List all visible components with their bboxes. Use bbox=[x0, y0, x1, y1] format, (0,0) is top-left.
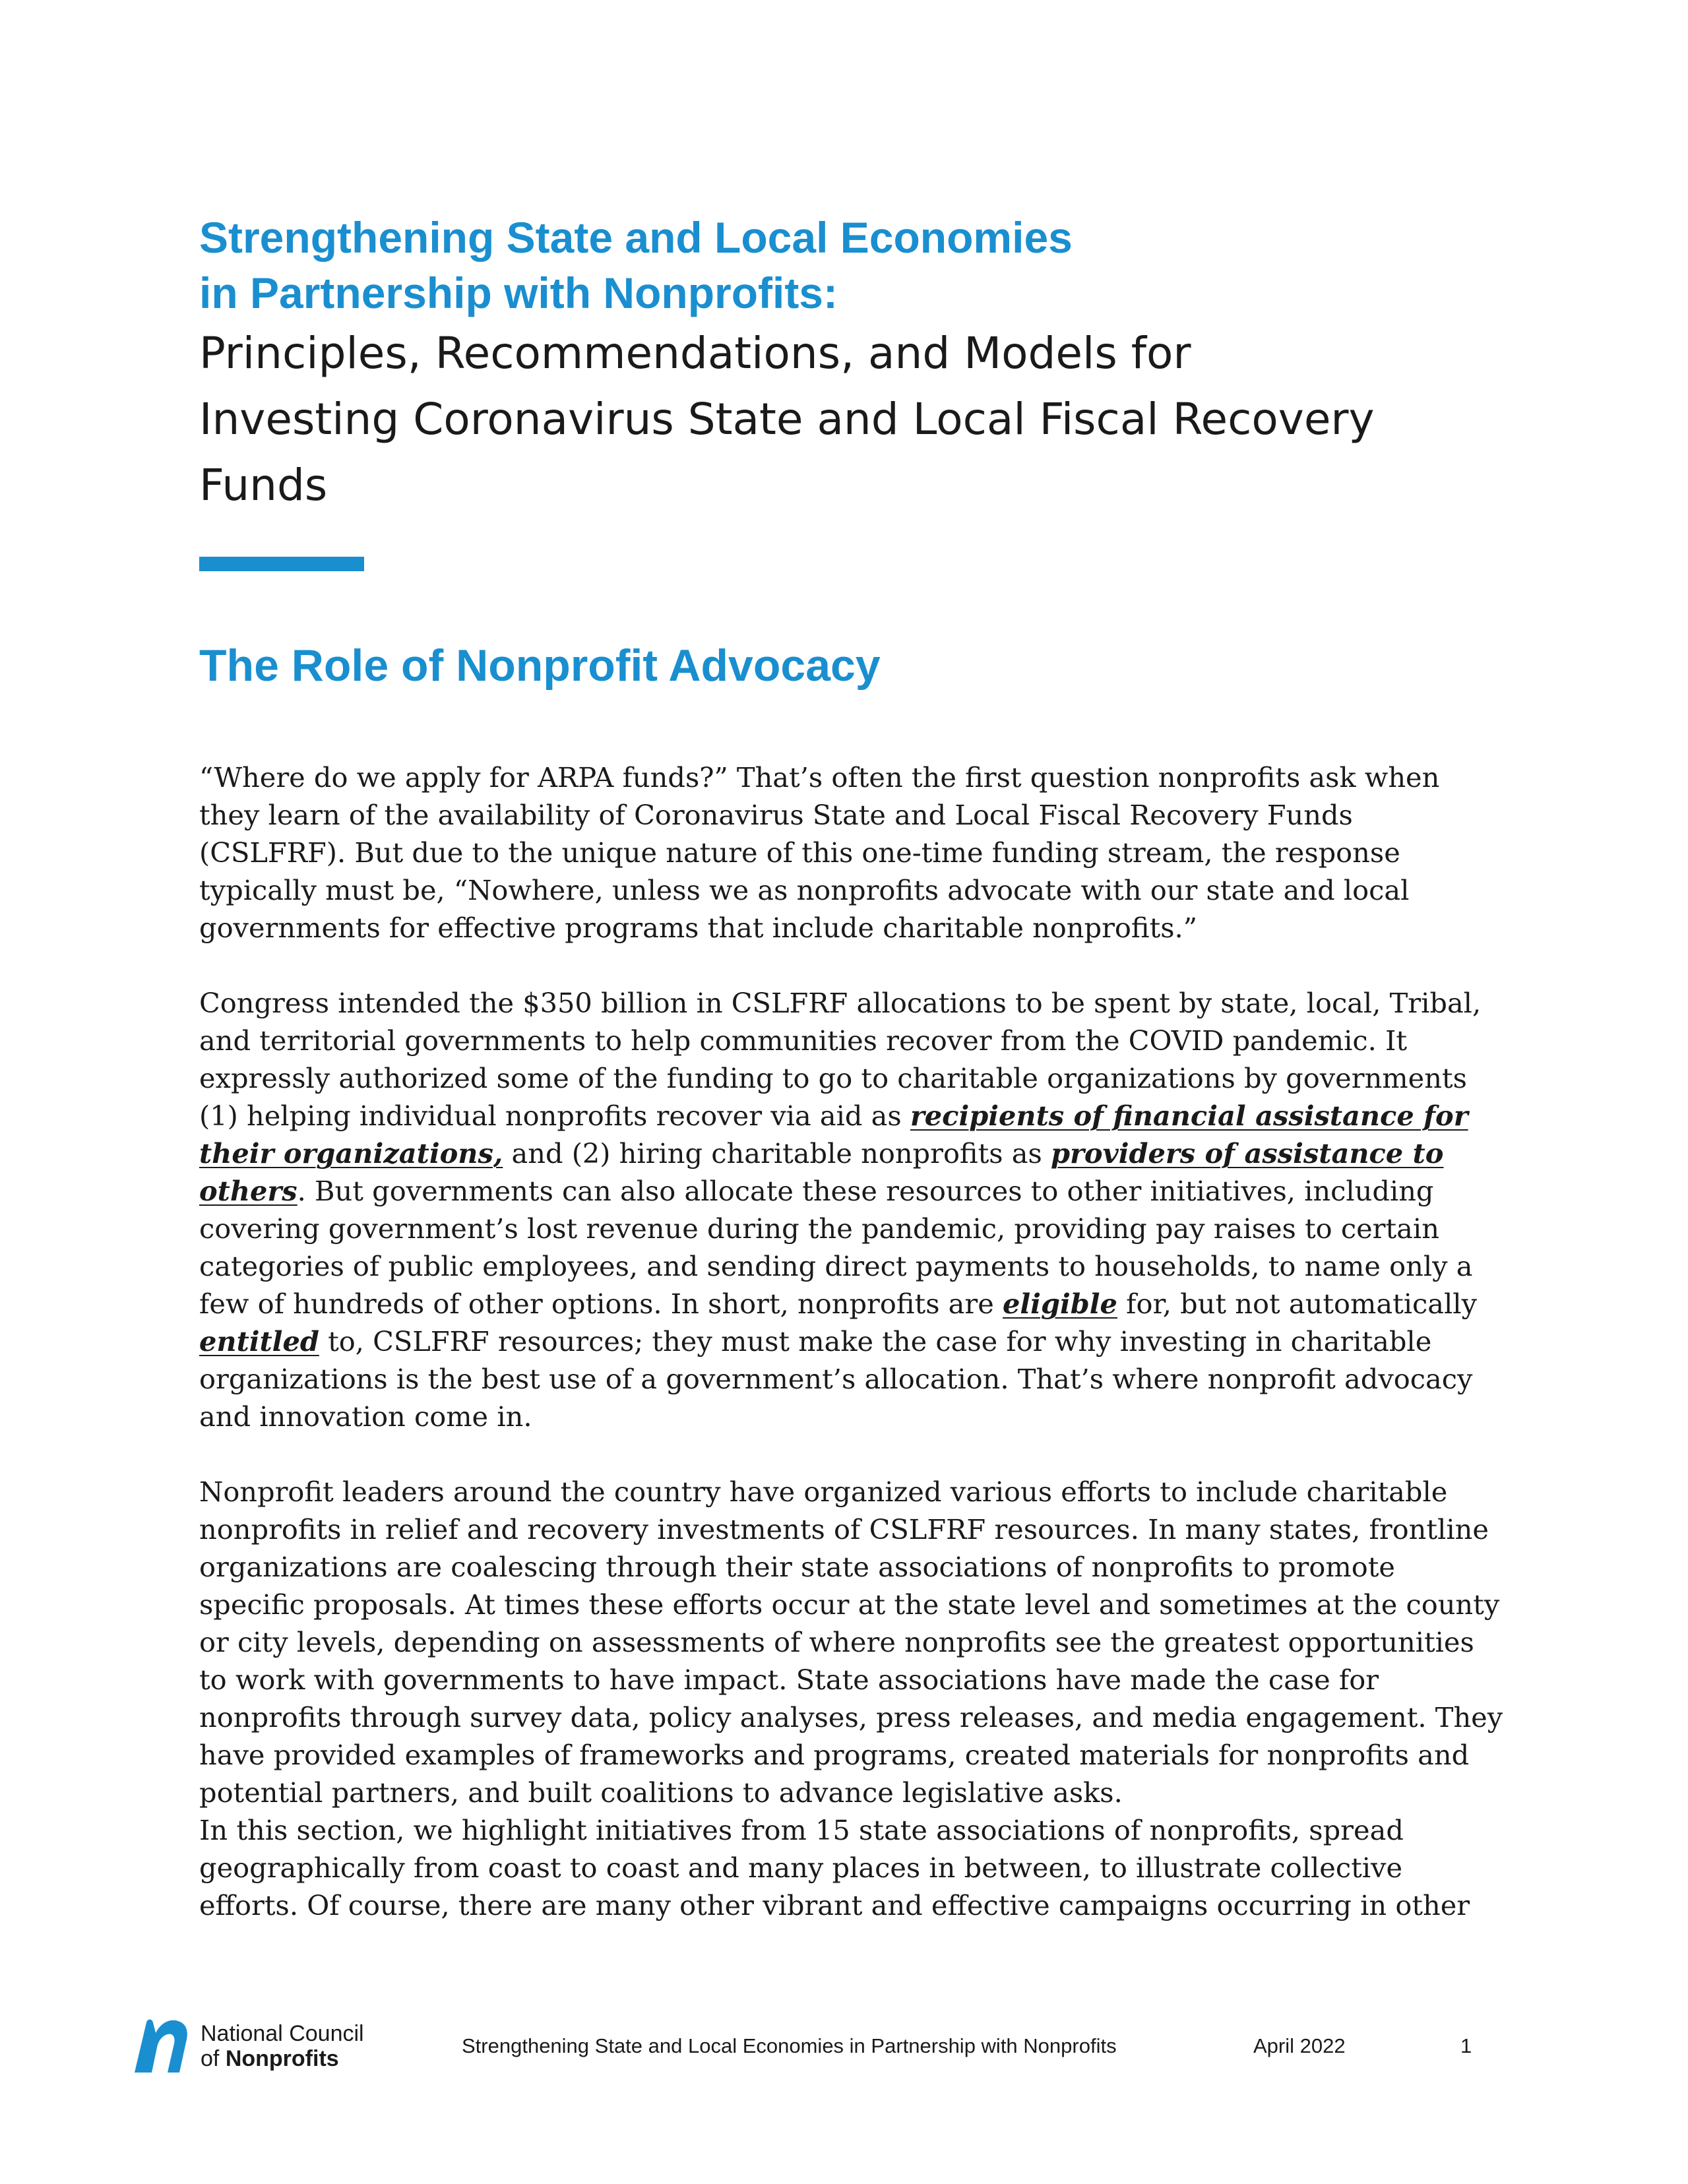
paragraph-2-text-4: for, but not automatically bbox=[1117, 1288, 1478, 1320]
document-title bbox=[199, 210, 1505, 321]
subtitle-line-3: Funds bbox=[199, 460, 328, 511]
page-number: 1 bbox=[1460, 2034, 1472, 2057]
emphasis-providers: providers of assistance to others bbox=[199, 1137, 1444, 1207]
organization-name bbox=[201, 2021, 364, 2071]
emphasis-recipients: recipients of financial assistance for their organizations, bbox=[199, 1100, 1468, 1170]
logo-line-2-strong: Nonprofits bbox=[225, 2046, 339, 2071]
page-footer bbox=[0, 2012, 1688, 2091]
paragraph-1: “Where do we apply for ARPA funds?” That’s often the first question nonprofits ask when they learn of the availability of Coronavirus State and Local Fiscal Recovery Funds (CSLFRF). But due to the unique nature of this one-time funding stream, the response typically must be, “Nowhere, unless we as nonprofits advocate with our state and local governments for effective programs that include charitable nonprofits.” bbox=[199, 761, 1440, 944]
footer-date: April 2022 bbox=[1253, 2034, 1346, 2057]
subtitle-line-2: Investing Coronavirus State and Local Fiscal Recovery bbox=[199, 394, 1375, 445]
document-subtitle bbox=[199, 321, 1505, 518]
title-line-2: in Partnership with Nonprofits: bbox=[199, 268, 838, 317]
accent-divider bbox=[199, 557, 364, 571]
logo-line-2-prefix: of bbox=[201, 2046, 226, 2071]
paragraph-2-text-3: . But governments can also allocate these resources to other initiatives, including covering government’s lost revenue during the pandemic, providing pay raises to certain categories of public employees, and sending direct payments to households, to name only a few of hundreds of other options. In short, nonprofits are bbox=[199, 1175, 1473, 1320]
title-line-1: Strengthening State and Local Economies bbox=[199, 213, 1073, 262]
emphasis-entitled: entitled bbox=[199, 1325, 319, 1357]
logo-line-1: National Council bbox=[201, 2021, 364, 2046]
footer-running-title: Strengthening State and Local Economies in Partnership with Nonprofits bbox=[462, 2034, 1117, 2057]
paragraph-2 bbox=[199, 984, 1505, 1435]
paragraph-2-text-5: to, CSLFRF resources; they must make the case for why investing in charitable organizations is the best use of a government’s allocation. That’s where nonprofit advocacy and innovation come in. bbox=[199, 1325, 1473, 1433]
section-heading: The Role of Nonprofit Advocacy bbox=[199, 640, 881, 691]
paragraph-3: Nonprofit leaders around the country have organized various efforts to include charitable nonprofits in relief and recovery investments of CSLFRF resources. In many states, frontline organizations are coalescing through their state associations of nonprofits to promote specific proposals. At times these efforts occur at the state level and sometimes at the county or city levels, depending on assessments of where nonprofits see the greatest opportunities to work with governments to have impact. State associations have made the case for nonprofits through survey data, policy analyses, press releases, and media engagement. They have provided examples of frameworks and programs, created materials for nonprofits and potential partners, and built coalitions to advance legislative asks. bbox=[199, 1476, 1503, 1809]
emphasis-eligible: eligible bbox=[1003, 1288, 1117, 1320]
paragraph-4: In this section, we highlight initiatives from 15 state associations of nonprofits, spread geographically from coast to coast and many places in between, to illustrate collective efforts. Of course, there are many other vibrant and effective campaigns occurring in other bbox=[199, 1814, 1470, 1921]
paragraph-2-text-2: and (2) hiring charitable nonprofits as bbox=[503, 1137, 1051, 1170]
organization-logo bbox=[129, 2017, 364, 2075]
n-logo-icon bbox=[129, 2017, 190, 2075]
page-content bbox=[199, 210, 1505, 1924]
logo-line-2 bbox=[201, 2046, 364, 2071]
paragraph-2-text-1: Congress intended the $350 billion in CSLFRF allocations to be spent by state, local, Tribal, and territorial governments to help communities recover from the COVID pandemic. It expressly authorized some of the funding to go to charitable organizations by governments (1) helping individual nonprofits recover via aid as bbox=[199, 987, 1482, 1132]
subtitle-line-1: Principles, Recommendations, and Models for bbox=[199, 328, 1191, 379]
